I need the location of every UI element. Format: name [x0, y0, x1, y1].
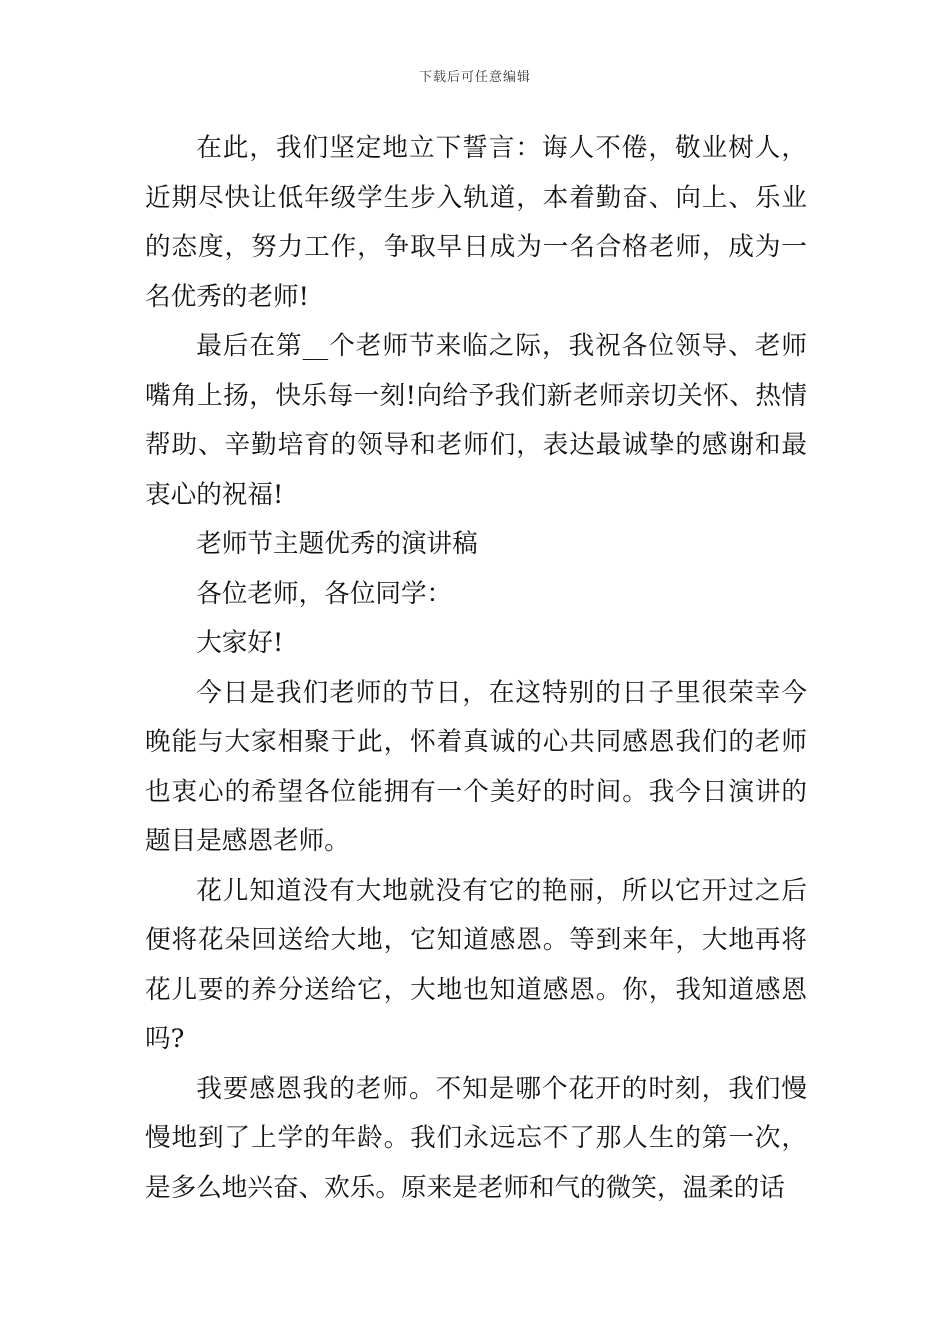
salutation: 各位老师，各位同学： [196, 578, 453, 609]
speech-title: 老师节主题优秀的演讲稿 [196, 529, 478, 559]
greeting: 大家好! [196, 628, 284, 658]
paragraph: 最后在第__个老师节来临之际，我祝各位领导、老师嘴角上扬，快乐每一刻!向给予我们新老师亲切关怀、热情帮助、辛勤培育的领导和老师们，表达最诚挚的感谢和最衷心的祝福! [145, 331, 807, 510]
paragraph: 我要感恩我的老师。不知是哪个花开的时刻，我们慢慢地到了上学的年龄。我们永远忘不了那人生的第一次，是多么地兴奋、欢乐。原来是老师和气的微笑，温柔的话 [145, 1073, 807, 1203]
paragraph: 花儿知道没有大地就没有它的艳丽，所以它开过之后便将花朵回送给大地，它知道感恩。等到来年，大地再将花儿要的养分送给它，大地也知道感恩。你，我知道感恩吗? [145, 875, 807, 1054]
paragraph: 在此，我们坚定地立下誓言：诲人不倦，敬业树人，近期尽快让低年级学生步入轨道，本着勤奋、向上、乐业的态度，努力工作，争取早日成为一名合格老师，成为一名优秀的老师! [145, 133, 807, 312]
header-note: 下载后可任意编辑 [418, 70, 531, 85]
document-body [145, 124, 807, 1213]
paragraph: 今日是我们老师的节日，在这特别的日子里很荣幸今晚能与大家相聚于此，怀着真诚的心共同感恩我们的老师也衷心的希望各位能拥有一个美好的时间。我今日演讲的题目是感恩老师。 [145, 677, 807, 856]
